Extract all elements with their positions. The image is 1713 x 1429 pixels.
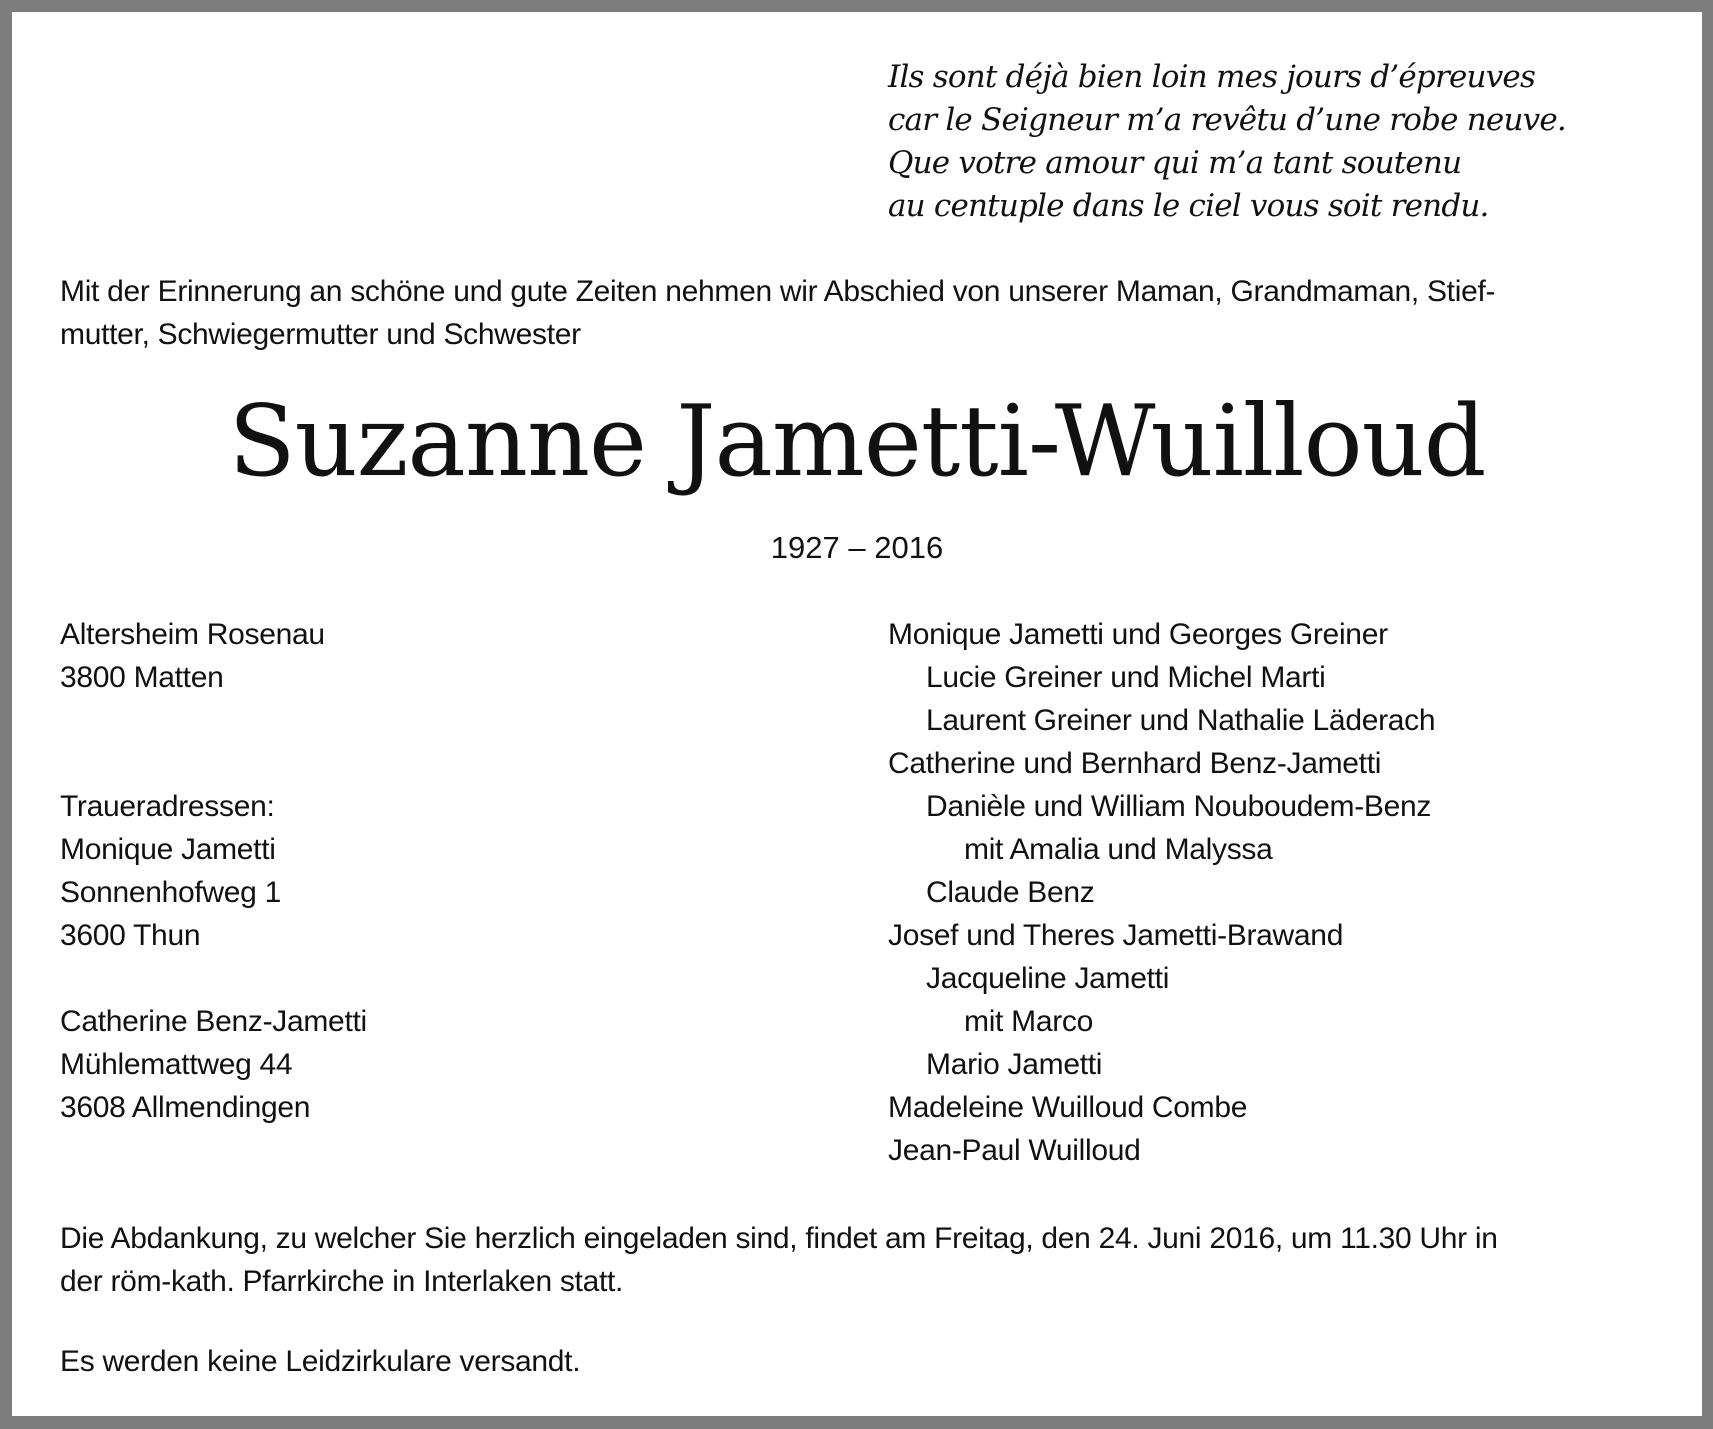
family-member: mit Amalia und Malyssa: [964, 833, 1273, 866]
poem: [888, 56, 1566, 228]
poem-line: Ils sont déjà bien loin mes jours d’épreuves: [888, 59, 1536, 95]
home-address-line: Altersheim Rosenau: [60, 618, 325, 651]
mourning-address-street: Mühlemattweg 44: [60, 1048, 293, 1081]
intro-line: Mit der Erinnerung an schöne und gute Zeiten nehmen wir Abschied von unserer Maman, Grandmaman, Stief-: [60, 275, 1496, 308]
home-address-line: 3800 Matten: [60, 661, 224, 694]
obituary-page: [12, 12, 1702, 1416]
intro-line: mutter, Schwiegermutter und Schwester: [60, 318, 581, 351]
mourning-address-heading: Traueradressen:: [60, 790, 275, 823]
family-member: Monique Jametti und Georges Greiner: [888, 618, 1388, 651]
ceremony-line: der röm-kath. Pfarrkirche in Interlaken statt.: [60, 1265, 624, 1298]
circular-notice: Es werden keine Leidzirkulare versandt.: [60, 1345, 581, 1378]
mourning-address-city: 3608 Allmendingen: [60, 1091, 311, 1124]
family-member: Catherine und Bernhard Benz-Jametti: [888, 747, 1382, 780]
mourning-address-name: Catherine Benz-Jametti: [60, 1005, 367, 1038]
mourning-address-street: Sonnenhofweg 1: [60, 876, 281, 909]
intro-text: [60, 270, 1660, 356]
poem-line: au centuple dans le ciel vous soit rendu.: [888, 188, 1489, 224]
deceased-name: Suzanne Jametti-Wuilloud: [228, 385, 1486, 499]
spacer: [60, 699, 367, 785]
family-member: Danièle und William Nouboudem-Benz: [926, 790, 1432, 823]
life-dates: 1927 – 2016: [770, 530, 944, 565]
family-member: Claude Benz: [926, 876, 1095, 909]
family-member: mit Marco: [964, 1005, 1093, 1038]
family-member: Jean-Paul Wuilloud: [888, 1134, 1141, 1167]
poem-line: car le Seigneur m’a revêtu d’une robe neuve.: [888, 102, 1566, 138]
ceremony-line: Die Abdankung, zu welcher Sie herzlich eingeladen sind, findet am Freitag, den 24. Juni 2016, um 11.30 Uhr in: [60, 1222, 1498, 1255]
spacer: [60, 957, 367, 1000]
addresses-column: [60, 613, 367, 1129]
family-member: Madeleine Wuilloud Combe: [888, 1091, 1248, 1124]
mourning-address-city: 3600 Thun: [60, 919, 201, 952]
family-member: Mario Jametti: [926, 1048, 1103, 1081]
mourning-address-name: Monique Jametti: [60, 833, 276, 866]
poem-line: Que votre amour qui m’a tant soutenu: [888, 145, 1462, 181]
ceremony-text: [60, 1217, 1498, 1303]
family-member: Jacqueline Jametti: [926, 962, 1170, 995]
family-member: Josef und Theres Jametti-Brawand: [888, 919, 1344, 952]
family-list: [888, 613, 1435, 1172]
family-member: Laurent Greiner und Nathalie Läderach: [926, 704, 1436, 737]
family-member: Lucie Greiner und Michel Marti: [926, 661, 1326, 694]
